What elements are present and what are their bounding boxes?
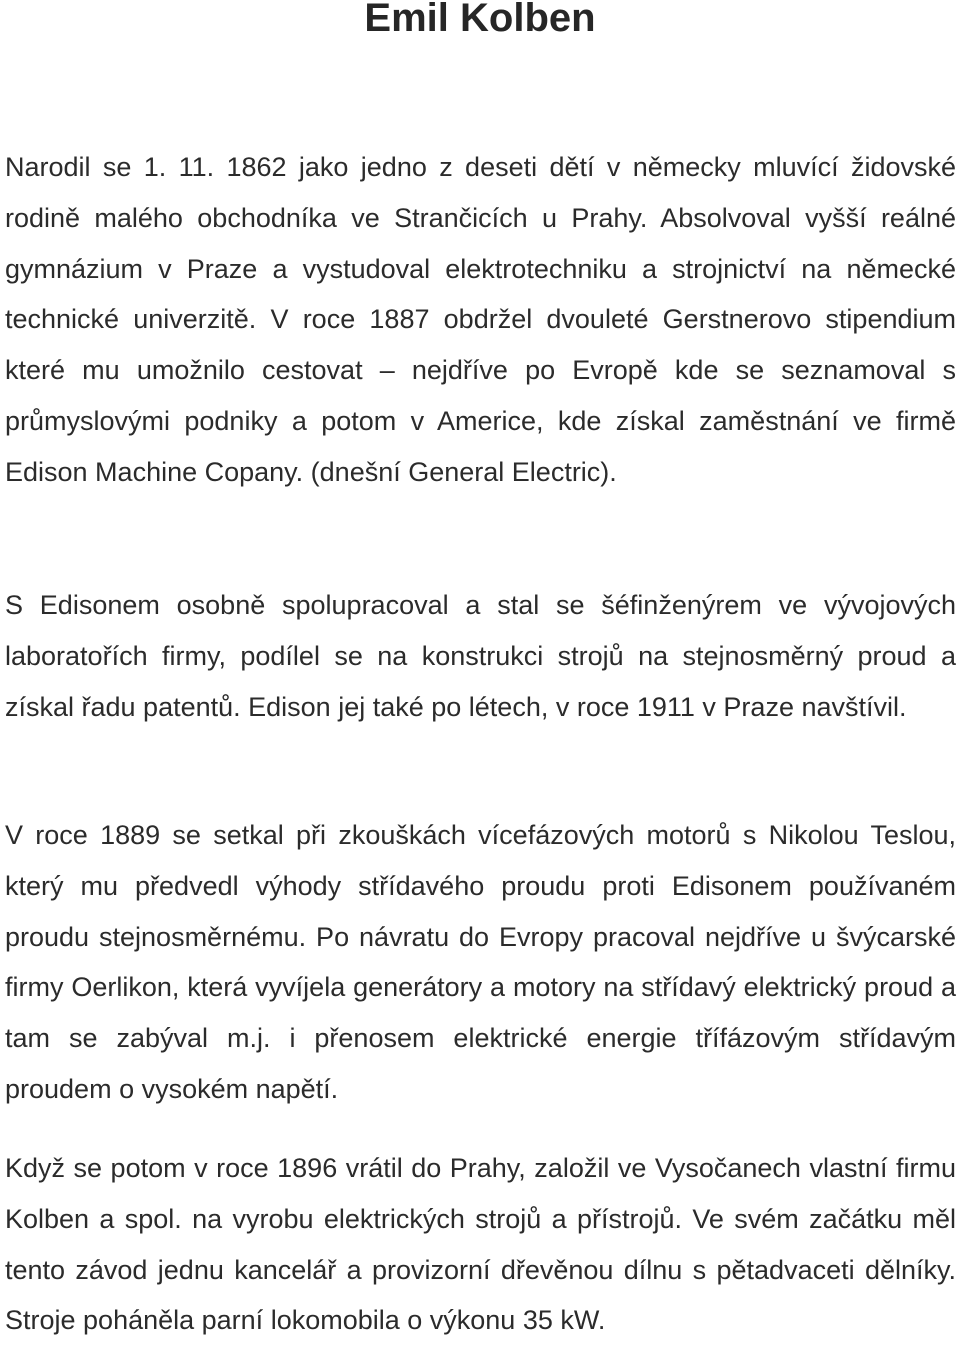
paragraph-edison: S Edisonem osobně spolupracoval a stal se šéfinženýrem ve vývojových laboratořích firmy, podílel se na konstrukci strojů na stejnosměrný proud a získal řadu patentů. Edison jej také po létech, v roce 1911 v Praze navštívil. <box>5 590 956 722</box>
paragraph-birth-education: Narodil se 1. 11. 1862 jako jedno z deseti dětí v německy mluvící židovské rodině malého obchodníka ve Strančicích u Prahy. Absolvoval vyšší reálné gymnázium v Praze a vystudoval elektrotechniku a strojnictví na německé technické univerzitě. V roce 1887 obdržel dvouleté Gerstnerovo stipendium které mu umožnilo cestovat – nejdříve po Evropě kde se seznamoval s průmyslovými podniky a potom v Americe, kde získal zaměstnání ve firmě Edison Machine Copany. (dnešní General Electric). <box>5 152 956 487</box>
page-title: Emil Kolben <box>364 0 596 40</box>
paragraph-tesla-oerlikon: V roce 1889 se setkal při zkouškách vícefázových motorů s Nikolou Teslou, který mu předvedl výhody střídavého proudu proti Edisonem používaném proudu stejnosměrnému. Po návratu do Evropy pracoval nejdříve u švýcarské firmy Oerlikon, která vyvíjela generátory a motory na střídavý elektrický proud a tam se zabýval m.j. i přenosem elektrické energie třífázovým střídavým proudem o vysokém napětí. <box>5 820 956 1104</box>
paragraph-kolben-company: Když se potom v roce 1896 vrátil do Prahy, založil ve Vysočanech vlastní firmu Kolben a spol. na vyrobu elektrických strojů a přístrojů. Ve svém začátku měl tento závod jednu kancelář a provizorní dřevěnou dílnu s pětadvaceti dělníky. Stroje poháněla parní lokomobila o výkonu 35 kW. <box>5 1153 956 1336</box>
